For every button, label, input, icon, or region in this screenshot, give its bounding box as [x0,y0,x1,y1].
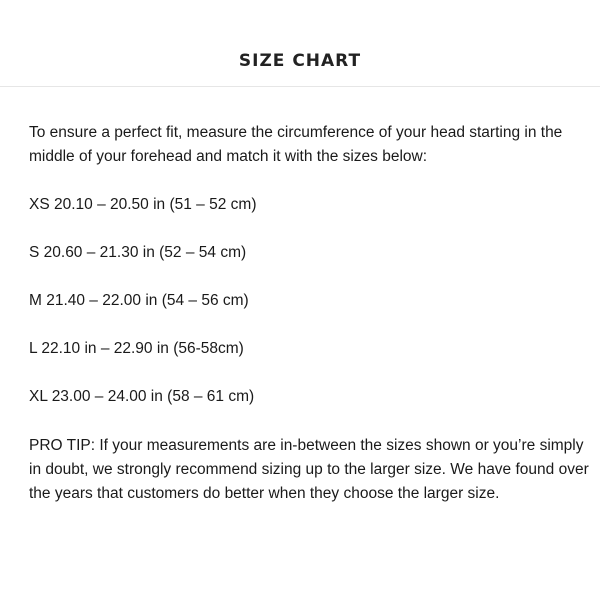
modal-header [0,0,600,87]
size-row-l: L 22.10 in – 22.90 in (56-58cm) [29,340,244,357]
modal-title: SIZE CHART [238,51,362,71]
size-row-xl: XL 23.00 – 24.00 in (58 – 61 cm) [29,388,255,405]
size-row-xs: XS 20.10 – 20.50 in (51 – 52 cm) [29,196,257,213]
pro-tip-text: PRO TIP: If your measurements are in-between the sizes shown or you’re simply in doubt, we strongly recommend sizing up to the larger size. We have found over the years that customers do better when they choose the larger size. [29,437,589,502]
size-row-s: S 20.60 – 21.30 in (52 – 54 cm) [29,244,247,261]
modal-body [29,121,589,502]
intro-text: To ensure a perfect fit, measure the circumference of your head starting in the middle of your forehead and match it with the sizes below: [29,124,563,165]
size-row-m: M 21.40 – 22.00 in (54 – 56 cm) [29,292,249,309]
